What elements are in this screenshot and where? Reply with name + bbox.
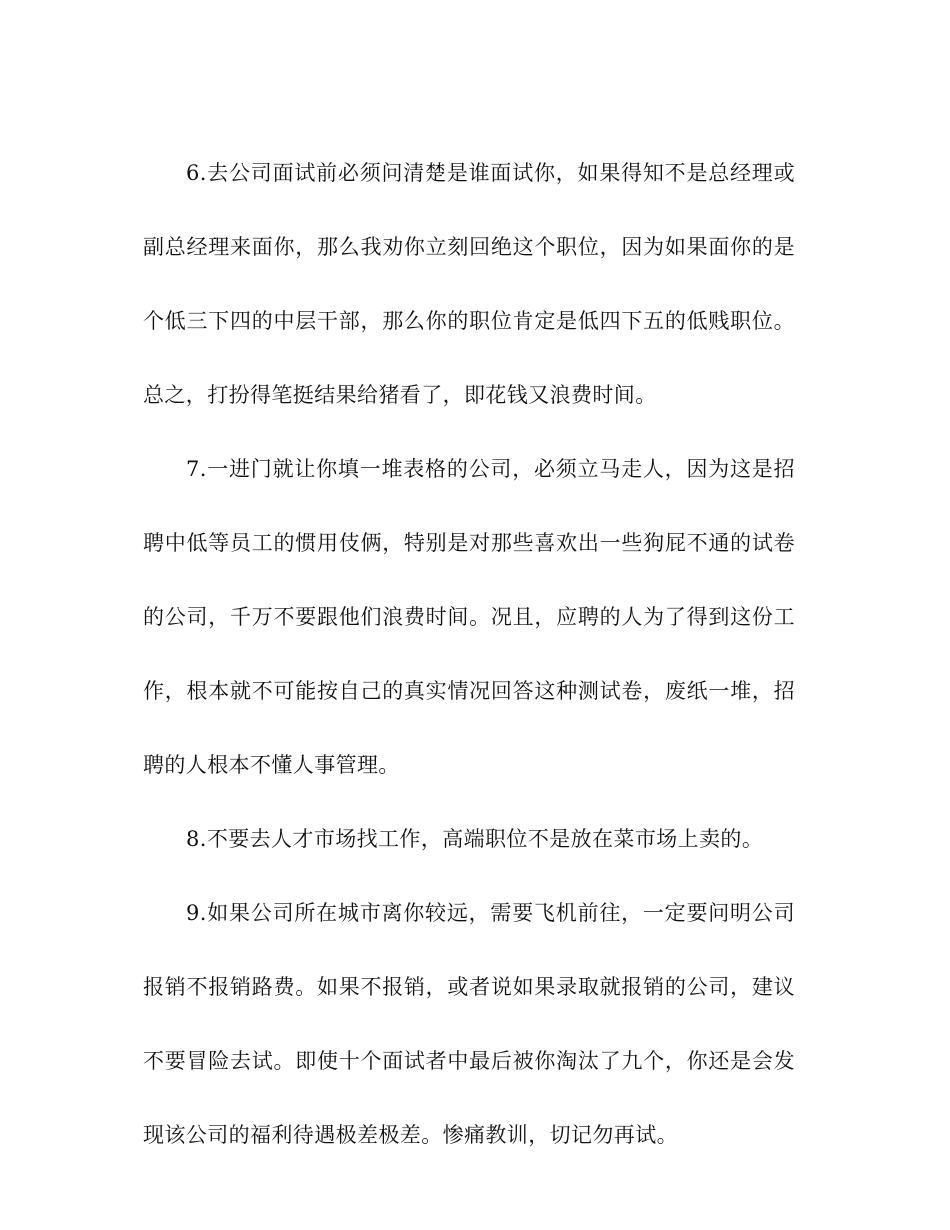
paragraph-9: 9.如果公司所在城市离你较远，需要飞机前往，一定要问明公司报销不报销路费。如果不报销，或者说如果录取就报销的公司，建议不要冒险去试。即使十个面试者中最后被你淘汰了九个，你还是会发现该公司的福利待遇极差极差。惨痛教训，切记勿再试。 xyxy=(143,900,795,1147)
document-body xyxy=(143,136,795,1172)
paragraph-8: 8.不要去人才市场找工作，高端职位不是放在菜市场上卖的。 xyxy=(186,826,764,851)
paragraph-7: 7.一进门就让你填一堆表格的公司，必须立马走人，因为这是招聘中低等员工的惯用伎俩，特别是对那些喜欢出一些狗屁不通的试卷的公司，千万不要跟他们浪费时间。况且，应聘的人为了得到这份工作，根本就不可能按自己的真实情况回答这种测试卷，废纸一堆，招聘的人根本不懂人事管理。 xyxy=(143,456,795,777)
paragraph-6: 6.去公司面试前必须问清楚是谁面试你，如果得知不是总经理或副总经理来面你，那么我劝你立刻回绝这个职位，因为如果面你的是个低三下四的中层干部，那么你的职位肯定是低四下五的低贱职位。总之，打扮得笔挺结果给猪看了，即花钱又浪费时间。 xyxy=(143,161,795,407)
